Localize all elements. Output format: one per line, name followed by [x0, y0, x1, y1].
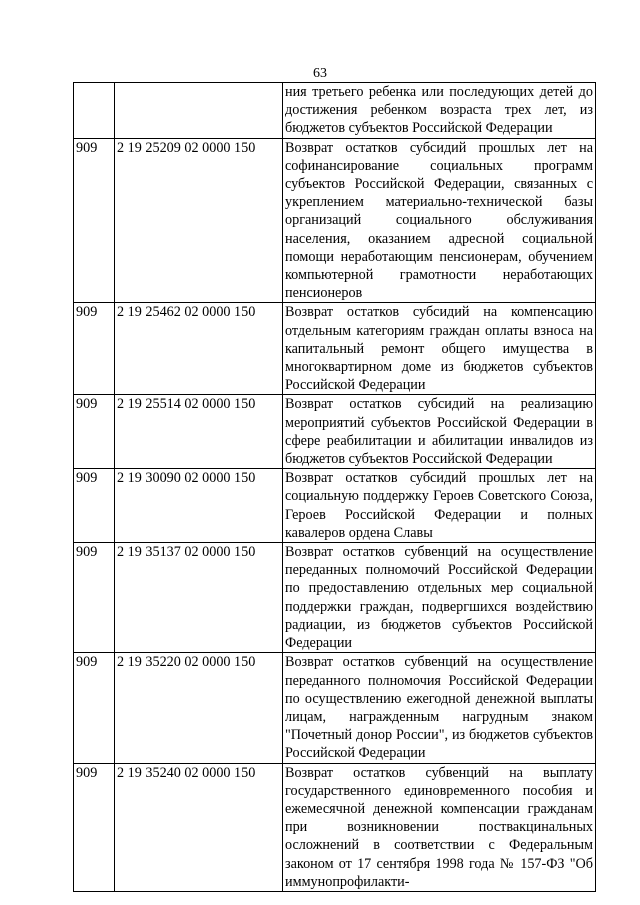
budget-code-cell: 2 19 35137 02 0000 150	[115, 543, 283, 653]
admin-code-cell: 909	[74, 395, 115, 469]
description-cell: Возврат остатков субвенций на осуществление переданного полномочия Российской Федерации по осуществлению ежегодной денежной выплаты лицам, награжденным нагрудным знаком "Почетный донор России", из бюджетов субъектов Российской Федерации	[283, 653, 596, 763]
table-row	[74, 138, 596, 303]
description-cell: ния третьего ребенка или последующих детей до достижения ребенком возраста трех лет, из бюджетов субъектов Российской Федерации	[283, 83, 596, 139]
table-row	[74, 395, 596, 469]
description-cell: Возврат остатков субсидий на реализацию мероприятий субъектов Российской Федерации в сфере реабилитации и абилитации инвалидов из бюджетов субъектов Российской Федерации	[283, 395, 596, 469]
budget-code-cell: 2 19 35240 02 0000 150	[115, 763, 283, 891]
admin-code-cell: 909	[74, 653, 115, 763]
description-cell: Возврат остатков субсидий прошлых лет на софинансирование социальных программ субъектов Российской Федерации, связанных с укреплением материально-технической базы организаций социального обслуживания населения, оказанием адресной социальной помощи неработающим пенсионерам, обучением компьютерной грамотности неработающих пенсионеров	[283, 138, 596, 303]
description-cell: Возврат остатков субсидий на компенсацию отдельным категориям граждан оплаты взноса на капитальный ремонт общего имущества в многоквартирном доме из бюджетов субъектов Российской Федерации	[283, 303, 596, 395]
admin-code-cell: 909	[74, 469, 115, 543]
budget-code-cell: 2 19 25462 02 0000 150	[115, 303, 283, 395]
table-row	[74, 469, 596, 543]
table-row	[74, 543, 596, 653]
table-row	[74, 83, 596, 139]
description-cell: Возврат остатков субсидий прошлых лет на социальную поддержку Героев Советского Союза, Героев Российской Федерации и полных кавалеров ордена Славы	[283, 469, 596, 543]
admin-code-cell	[74, 83, 115, 139]
budget-code-cell: 2 19 30090 02 0000 150	[115, 469, 283, 543]
page-number: 63	[313, 66, 327, 81]
admin-code-cell: 909	[74, 543, 115, 653]
budget-code-cell: 2 19 25514 02 0000 150	[115, 395, 283, 469]
budget-code-cell: 2 19 35220 02 0000 150	[115, 653, 283, 763]
budget-codes-table	[73, 82, 596, 892]
budget-code-cell	[115, 83, 283, 139]
table-row	[74, 653, 596, 763]
description-cell: Возврат остатков субвенций на выплату государственного единовременного пособия и ежемесячной денежной компенсации гражданам при возникновении поствакцинальных осложнений в соответствии с Федеральным законом от 17 сентября 1998 года № 157-ФЗ "Об иммунопрофилакти-	[283, 763, 596, 891]
budget-code-cell: 2 19 25209 02 0000 150	[115, 138, 283, 303]
table-row	[74, 303, 596, 395]
table-row	[74, 763, 596, 891]
description-cell: Возврат остатков субвенций на осуществление переданных полномочий Российской Федерации по предоставлению отдельных мер социальной поддержки граждан, подвергшихся воздействию радиации, из бюджетов субъектов Российской Федерации	[283, 543, 596, 653]
admin-code-cell: 909	[74, 138, 115, 303]
admin-code-cell: 909	[74, 303, 115, 395]
admin-code-cell: 909	[74, 763, 115, 891]
